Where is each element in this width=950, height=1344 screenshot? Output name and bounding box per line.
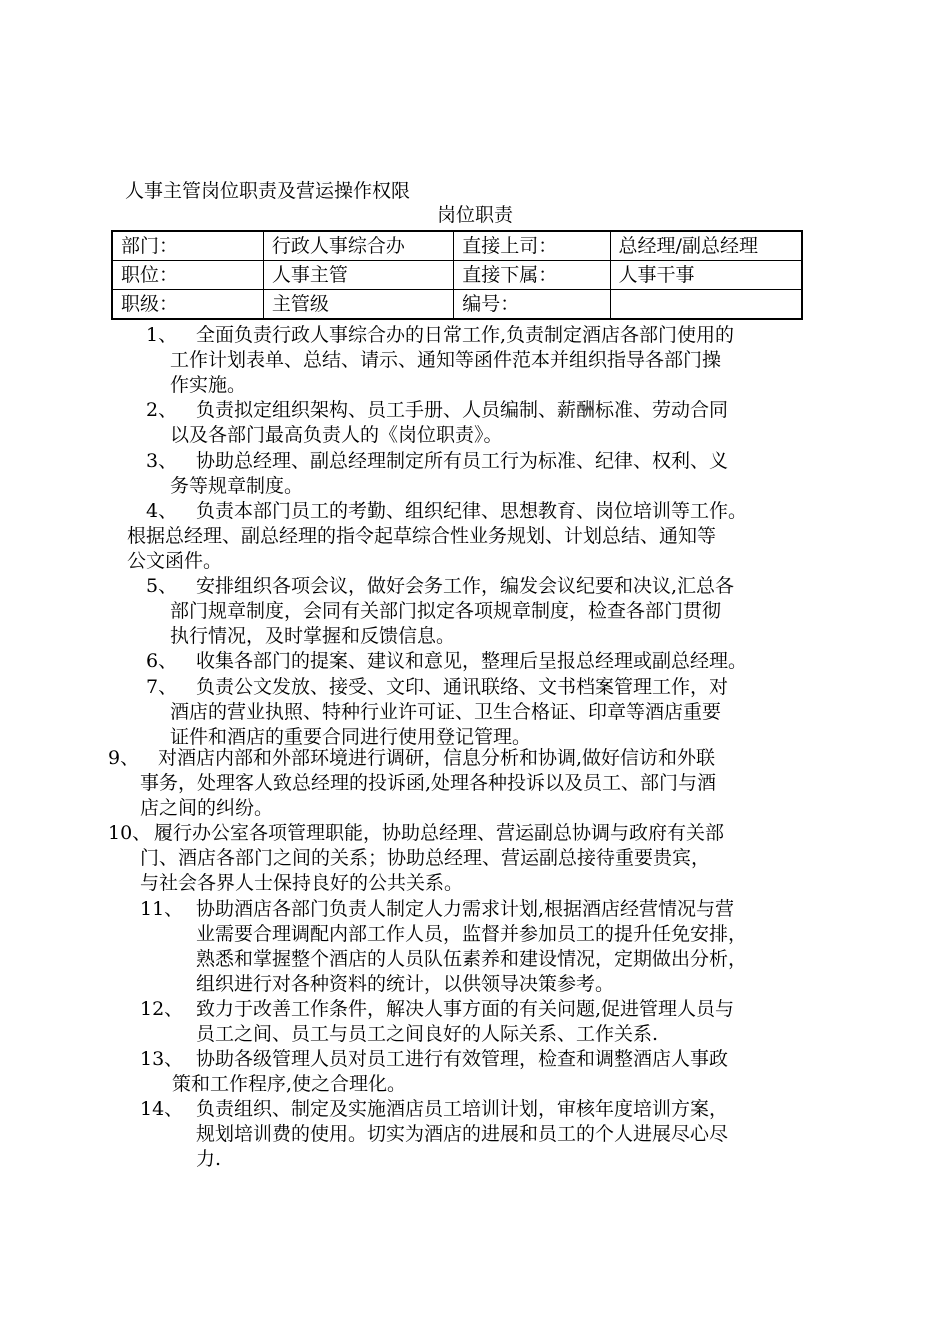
section-title: 岗位职责 xyxy=(437,204,514,226)
item-text-line: 证件和酒店的重要合同进行使用登记管理。 xyxy=(170,726,532,748)
item-text-line: 以及各部门最高负责人的《岗位职责》。 xyxy=(170,424,503,446)
item-text-line: 与社会各界人士保持良好的公共关系。 xyxy=(140,872,464,894)
item-text-line: 负责组织、制定及实施酒店员工培训计划，审核年度培训方案， xyxy=(196,1098,729,1120)
table-row xyxy=(112,231,802,261)
duty-item xyxy=(146,449,846,499)
duty-item xyxy=(146,574,846,649)
item-text-line: 熟悉和掌握整个酒店的人员队伍素养和建设情况，定期做出分析， xyxy=(196,948,748,970)
duty-item xyxy=(140,1047,850,1097)
item-number: 5、 xyxy=(146,575,178,597)
item-text-line: 根据总经理、副总经理的指令起草综合性业务规划、计划总结、通知等 xyxy=(127,525,717,547)
item-text-line: 规划培训费的使用。切实为酒店的进展和员工的个人进展尽心尽 xyxy=(196,1123,729,1145)
table-cell: 人事主管 xyxy=(263,261,453,290)
table-cell: 职级： xyxy=(112,290,263,320)
table-cell: 部门： xyxy=(112,231,263,261)
item-text-line: 组织进行对各种资料的统计，以供领导决策参考。 xyxy=(196,973,615,995)
item-text-line: 负责拟定组织架构、员工手册、人员编制、薪酬标准、劳动合同 xyxy=(196,399,729,421)
table-cell: 直接上司： xyxy=(454,231,610,261)
table-row xyxy=(112,290,802,320)
item-text-line: 部门规章制度，会同有关部门拟定各项规章制度，检查各部门贯彻 xyxy=(170,600,722,622)
table-cell: 行政人事综合办 xyxy=(263,231,453,261)
duty-item xyxy=(146,398,846,448)
item-text-line: 全面负责行政人事综合办的日常工作,负责制定酒店各部门使用的 xyxy=(196,324,735,346)
item-number: 14、 xyxy=(140,1098,184,1120)
item-number: 1、 xyxy=(146,324,178,346)
item-text-line: 力. xyxy=(196,1148,222,1170)
table-row xyxy=(112,261,802,290)
item-text-line: 酒店的营业执照、特种行业许可证、卫生合格证、印章等酒店重要 xyxy=(170,701,722,723)
table-cell: 人事干事 xyxy=(610,261,802,290)
item-text-line: 作实施。 xyxy=(170,374,247,396)
item-text-line: 协助酒店各部门负责人制定人力需求计划,根据酒店经营情况与营 xyxy=(196,898,735,920)
table-cell xyxy=(610,290,802,320)
duty-item xyxy=(140,1097,850,1172)
item-number: 12、 xyxy=(140,998,184,1020)
item-number: 6、 xyxy=(146,650,178,672)
item-number: 10、 xyxy=(108,822,152,844)
duty-item xyxy=(108,746,848,821)
table-cell: 编号： xyxy=(454,290,610,320)
item-text-line: 工作计划表单、总结、请示、通知等函件范本并组织指导各部门操 xyxy=(170,349,722,371)
duty-item xyxy=(146,323,846,398)
item-number: 3、 xyxy=(146,450,178,472)
item-text-line: 公文函件。 xyxy=(127,550,223,572)
item-text-line: 负责本部门员工的考勤、组织纪律、思想教育、岗位培训等工作。 xyxy=(196,500,748,522)
duty-item xyxy=(108,821,848,896)
item-text-line: 安排组织各项会议，做好会务工作，编发会议纪要和决议,汇总各 xyxy=(196,575,735,597)
document-title: 人事主管岗位职责及营运操作权限 xyxy=(125,180,411,202)
item-text-line: 协助总经理、副总经理制定所有员工行为标准、纪律、权利、义 xyxy=(196,450,729,472)
item-number: 4、 xyxy=(146,500,178,522)
item-text-line: 业需要合理调配内部工作人员，监督并参加员工的提升任免安排， xyxy=(196,923,748,945)
item-number: 11、 xyxy=(140,898,184,920)
table-cell: 职位： xyxy=(112,261,263,290)
duty-item xyxy=(140,897,850,997)
item-text-line: 协助各级管理人员对员工进行有效管理，检查和调整酒店人事政 xyxy=(196,1048,729,1070)
table-cell: 总经理/副总经理 xyxy=(610,231,802,261)
duty-item xyxy=(140,997,850,1047)
position-info-table xyxy=(111,230,803,320)
item-text-line: 负责公文发放、接受、文印、通讯联络、文书档案管理工作，对 xyxy=(196,676,729,698)
item-text-line: 履行办公室各项管理职能，协助总经理、营运副总协调与政府有关部 xyxy=(154,822,725,844)
duty-item xyxy=(146,649,846,674)
table-cell: 直接下属： xyxy=(454,261,610,290)
item-number: 13、 xyxy=(140,1048,184,1070)
item-number: 7、 xyxy=(146,676,178,698)
item-text-line: 务等规章制度。 xyxy=(170,475,304,497)
item-text-line: 员工之间、员工与员工之间良好的人际关系、工作关系. xyxy=(196,1023,659,1045)
item-text-line: 执行情况，及时掌握和反馈信息。 xyxy=(170,625,456,647)
item-text-line: 门、酒店各部门之间的关系；协助总经理、营运副总接待重要贵宾， xyxy=(140,847,711,869)
item-text-line: 收集各部门的提案、建议和意见，整理后呈报总经理或副总经理。 xyxy=(196,650,748,672)
table-cell: 主管级 xyxy=(263,290,453,320)
item-text-line: 店之间的纠纷。 xyxy=(140,797,274,819)
duty-item xyxy=(127,499,847,574)
item-text-line: 策和工作程序,使之合理化。 xyxy=(172,1073,407,1095)
item-number: 2、 xyxy=(146,399,178,421)
item-text-line: 对酒店内部和外部环境进行调研，信息分析和协调,做好信访和外联 xyxy=(158,747,716,769)
item-text-line: 事务，处理客人致总经理的投诉函,处理各种投诉以及员工、部门与酒 xyxy=(140,772,717,794)
item-text-line: 致力于改善工作条件，解决人事方面的有关问题,促进管理人员与 xyxy=(196,998,735,1020)
item-number: 9、 xyxy=(108,747,140,769)
duty-item xyxy=(146,675,846,750)
